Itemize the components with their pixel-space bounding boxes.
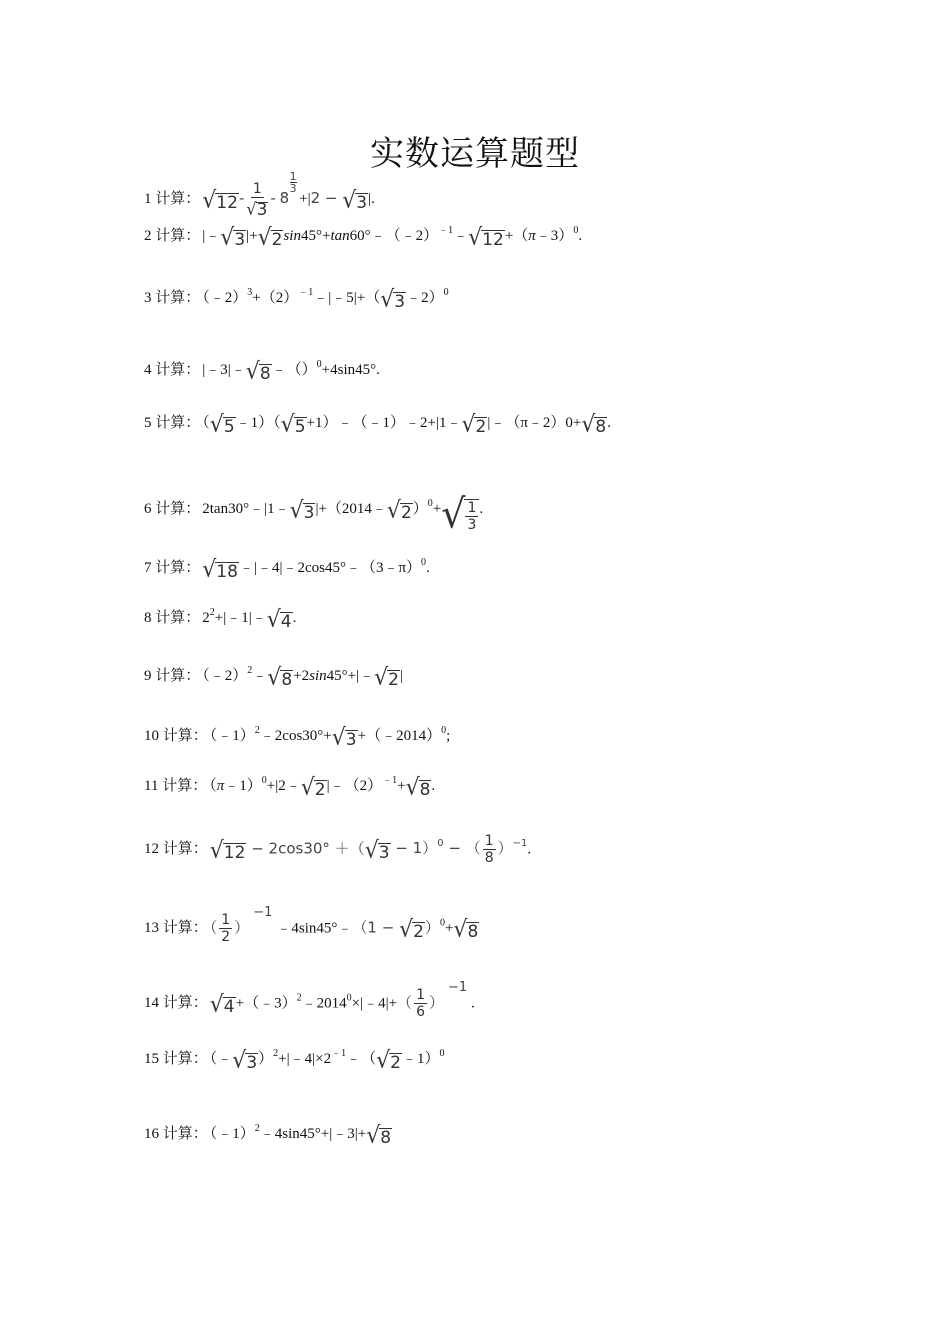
- problem-10: 10 计算： （﹣1）$^2$﹣2cos30°+ √ 3 +（﹣2014）$^0$;: [144, 724, 451, 751]
- problem-label: 5 计算：: [144, 415, 201, 431]
- problem-label: 9 计算：: [144, 668, 201, 684]
- sqrt-one-third: √ $\frac{1}{3}$: [441, 495, 479, 533]
- problem-label: 16 计算：: [144, 1126, 208, 1142]
- problem-16: 16 计算： （﹣1）$^2$﹣4sin45°+|﹣3|+ √ 8: [144, 1122, 392, 1149]
- problem-label: 10 计算：: [144, 728, 208, 744]
- problem-label: 13 计算：: [144, 920, 208, 937]
- problem-14: 14 计算： √ 4 $+(﹣3)^2﹣2014^0\times|﹣4|+$（ $\frac{1}{6}$ ）−1.: [144, 980, 475, 1020]
- problem-3: 3 计算： $(﹣2)^3+(2)^{﹣1}﹣|﹣5|+$（ √ 3 ﹣2）$^0$: [144, 286, 449, 313]
- problem-label: 7 计算：: [144, 560, 201, 576]
- problem-11: 11 计算： （π﹣1）$^0$+|2﹣ √ 2 $|﹣(2)^{﹣1}+$ √ 8 .: [144, 774, 436, 801]
- problem-13: 13 计算： （ $\frac{1}{2}$ ）−1﹣4sin45°﹣（1 − √ 2 ）$^0$+ √ 8: [144, 905, 479, 945]
- problem-label: 4 计算：: [144, 362, 201, 378]
- problem-1: 1 计算： √ 12 - 1 √ 3 - 8 1 3 +|2 − √ 3 |.: [144, 169, 375, 220]
- problem-4: 4 计算： |﹣3|﹣ √ 8 ﹣（）$^0$+4sin45°.: [144, 358, 380, 385]
- problem-label: 14 计算：: [144, 995, 208, 1012]
- problem-2: 2 计算： |﹣ √ 3 |+ √ 2 sin45°+tan60°﹣（﹣2）$^{﹣1}$﹣ √ 12 +（π﹣3）$^0$.: [144, 224, 583, 251]
- problem-label: 3 计算：: [144, 290, 201, 306]
- problem-15: 15 计算： （﹣ √ 3 ）$^2+|﹣4|\times 2^{﹣1}﹣$（ √ 2 ﹣1）$^0$: [144, 1047, 445, 1074]
- problem-label: 15 计算：: [144, 1051, 208, 1067]
- problem-label: 8 计算：: [144, 610, 201, 626]
- problem-12: 12 计算： √ 12 − 2cos30° ＋（ √ 3 − 1）$^0$ − （ $\frac{1}{8}$ ）$^{-1}$.: [144, 833, 532, 866]
- fraction: 1 √ 3: [246, 181, 268, 220]
- problem-label: 1 计算：: [144, 190, 201, 207]
- sqrt-12: √ 12: [202, 187, 238, 214]
- problem-label: 6 计算：: [144, 501, 201, 517]
- problem-8: 8 计算： $2^2+|﹣1|﹣$ √ 4 .: [144, 606, 297, 633]
- problem-label: 12 计算：: [144, 841, 208, 858]
- problem-7: 7 计算： √ 18 ﹣|﹣4|﹣2cos45°﹣（3﹣π）$^0$.: [144, 556, 430, 583]
- problem-label: 11 计算：: [144, 778, 208, 794]
- page-title: 实数运算题型: [370, 134, 580, 174]
- problem-6: 6 计算： 2tan30°﹣|1﹣ √ 3 |+（2014﹣ √ 2 ）$^0$+ √ $\frac{1}{3}$ .: [144, 490, 484, 538]
- problem-label: 2 计算：: [144, 228, 201, 244]
- problem-5: 5 计算： （ √ 5 ﹣1）（ √ 5 +1）﹣（﹣1）﹣2+|1﹣ √ 2 |﹣（π﹣2）0+ √ 8 .: [144, 411, 611, 438]
- problem-9: 9 计算： （﹣2）$^2$﹣ √ 8 +2sin45°+|﹣ √ 2 |: [144, 664, 403, 691]
